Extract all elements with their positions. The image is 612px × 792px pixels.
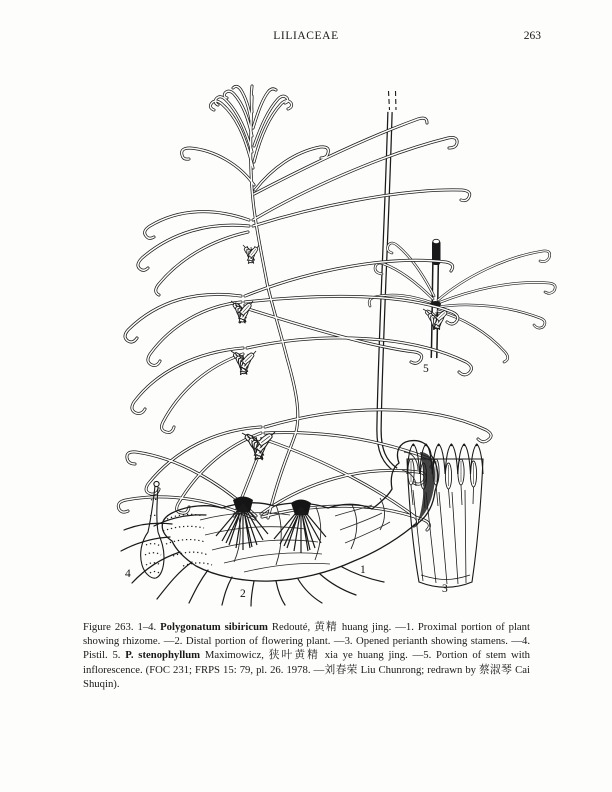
label-4: 4 — [125, 568, 131, 580]
label-3: 3 — [442, 583, 448, 595]
label-1: 1 — [360, 564, 366, 576]
figure-caption — [83, 620, 530, 691]
species-name-bold: Polygonatum sibiricum — [160, 621, 268, 633]
page-number: 263 — [523, 30, 541, 42]
caption-text: Redouté, 黄精 huang jing. —1. Proximal portion of plant showing rhizome. —2. Distal portion of flowering plant. —3. Opened perianth showing stamens. —4. Pistil. 5. — [83, 621, 530, 662]
caption-text: Figure 263. 1–4. — [83, 621, 161, 633]
perianth-figure — [407, 444, 483, 587]
caption-text: Maximowicz, 狭叶黄精 xia ye huang jing. —5. Portion of stem with inflorescence. (FOC 231; FRPS 15: 79, pl. 26. 1978. —刘春荣 Liu Chunrong; redrawn by 蔡淑琴 Cai Shuqin). — [83, 649, 531, 690]
species-name-bold: P. stenophyllum — [125, 649, 201, 662]
family-heading: LILIACEAE — [273, 30, 339, 42]
label-5: 5 — [423, 363, 429, 375]
label-2: 2 — [240, 588, 246, 600]
cut-stem — [379, 91, 396, 470]
